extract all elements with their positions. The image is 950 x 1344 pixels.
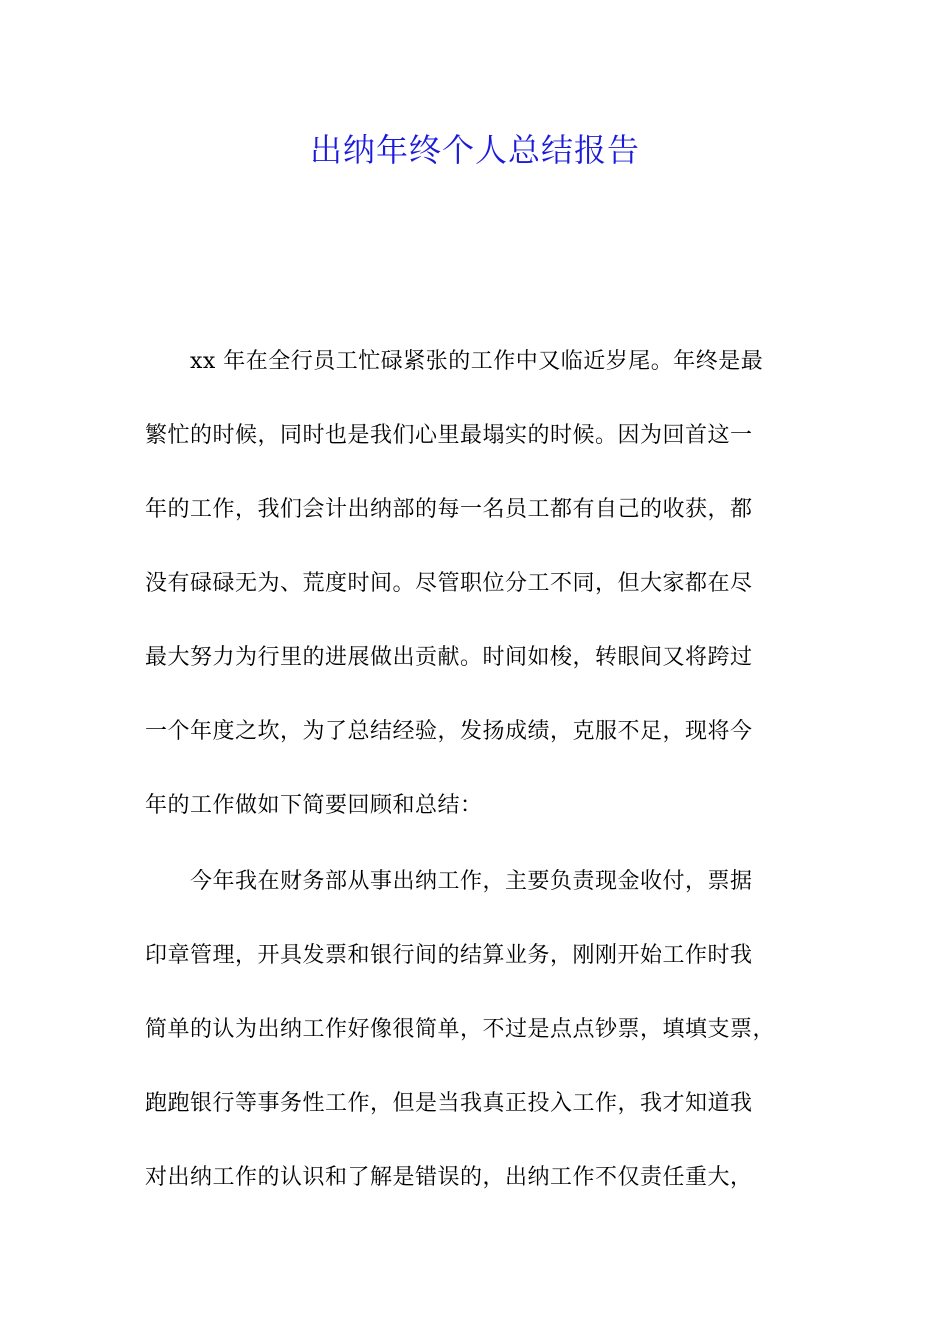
paragraph-line: 最大努力为行里的进展做出贡献。时间如梭，转眼间又将跨过: [145, 645, 753, 670]
paragraph-line: 简单的认为出纳工作好像很简单，不过是点点钞票，填填支票，: [145, 1017, 776, 1042]
paragraph-line: 印章管理，开具发票和银行间的结算业务，刚刚开始工作时我: [145, 943, 753, 968]
paragraph-line: 跑跑银行等事务性工作，但是当我真正投入工作，我才知道我: [145, 1091, 753, 1116]
paragraph-line: xx 年在全行员工忙碌紧张的工作中又临近岁尾。年终是最: [145, 349, 764, 374]
paragraph-line: 繁忙的时候，同时也是我们心里最塌实的时候。因为回首这一: [145, 423, 753, 448]
paragraph-line: 年的工作，我们会计出纳部的每一名员工都有自己的收获，都: [145, 497, 753, 522]
paragraph-2: [145, 862, 815, 1232]
paragraph-line: 年的工作做如下简要回顾和总结：: [145, 793, 483, 818]
paragraph-line: 今年我在财务部从事出纳工作，主要负责现金收付，票据: [145, 869, 753, 894]
paragraph-line: 一个年度之坎，为了总结经验，发扬成绩，克服不足，现将今: [145, 719, 753, 744]
document-title: 出纳年终个人总结报告: [309, 131, 640, 169]
paragraph-line: 没有碌碌无为、荒度时间。尽管职位分工不同，但大家都在尽: [145, 571, 753, 596]
paragraph-1: [145, 342, 815, 860]
paragraph-line: 对出纳工作的认识和了解是错误的，出纳工作不仅责任重大，: [145, 1165, 753, 1190]
